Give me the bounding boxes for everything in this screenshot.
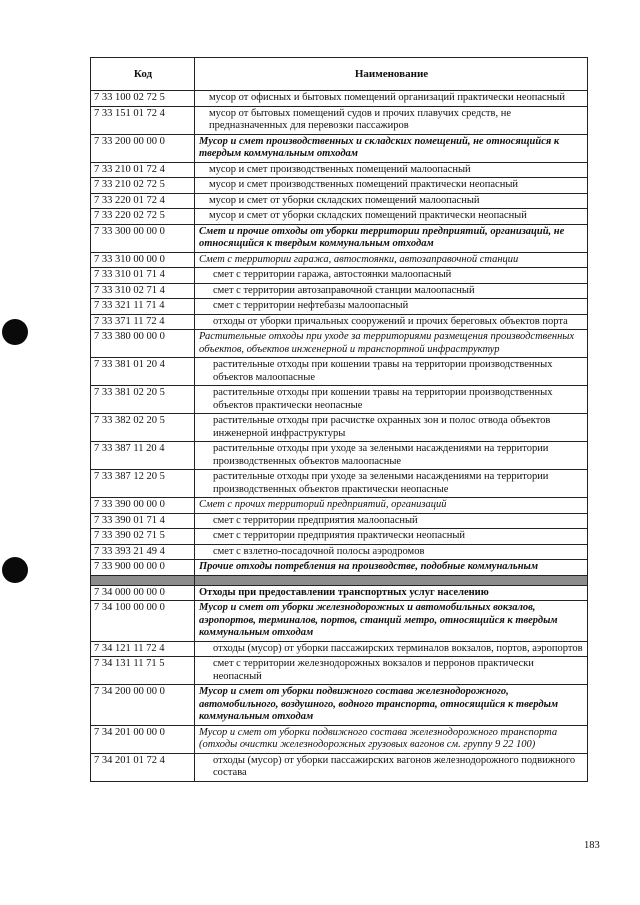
waste-code-cell: 7 33 310 00 00 0 [91, 252, 195, 268]
waste-name-cell: смет с взлетно-посадочной полосы аэродромов [195, 544, 588, 560]
waste-name-cell: смет с территории нефтебазы малоопасный [195, 299, 588, 315]
table-row [91, 601, 588, 642]
punch-hole-mark [2, 557, 28, 583]
waste-code-cell: 7 33 220 01 72 4 [91, 193, 195, 209]
waste-name-cell: Растительные отходы при уходе за территориями размещения производственных объектов, объектов инженерной и транспортной инфраструктур [195, 330, 588, 358]
waste-code-cell: 7 34 000 00 00 0 [91, 585, 195, 601]
waste-code-cell: 7 33 310 02 71 4 [91, 283, 195, 299]
waste-code-cell: 7 34 121 11 72 4 [91, 641, 195, 657]
waste-code-cell: 7 33 900 00 00 0 [91, 560, 195, 576]
waste-code-cell: 7 33 387 12 20 5 [91, 470, 195, 498]
table-row [91, 498, 588, 514]
waste-code-cell: 7 33 210 02 72 5 [91, 178, 195, 194]
table-row [91, 753, 588, 781]
waste-code-cell: 7 34 100 00 00 0 [91, 601, 195, 642]
waste-name-cell: растительные отходы при кошении травы на территории производственных объектов практически неопасные [195, 386, 588, 414]
waste-name-cell: Мусор и смет от уборки железнодорожных и автомобильных вокзалов, аэропортов, терминалов, портов, станций метро, относящийся к твердым коммунальным отходам [195, 601, 588, 642]
waste-name-cell: растительные отходы при расчистке охранных зон и полос отвода объектов инженерной инфраструктуры [195, 414, 588, 442]
table-row [91, 209, 588, 225]
waste-name-cell: растительные отходы при кошении травы на территории производственных объектов малоопасные [195, 358, 588, 386]
waste-name-cell: Смет с территории гаража, автостоянки, автозаправочной станции [195, 252, 588, 268]
waste-code-cell: 7 33 380 00 00 0 [91, 330, 195, 358]
waste-name-cell: Прочие отходы потребления на производстве, подобные коммунальным [195, 560, 588, 576]
table-body [91, 91, 588, 782]
waste-name-cell: отходы (мусор) от уборки пассажирских вагонов железнодорожного подвижного состава [195, 753, 588, 781]
waste-code-cell: 7 34 201 00 00 0 [91, 725, 195, 753]
table-row [91, 224, 588, 252]
waste-code-cell: 7 33 382 02 20 5 [91, 414, 195, 442]
waste-code-cell: 7 33 390 00 00 0 [91, 498, 195, 514]
waste-name-cell: Мусор и смет от уборки подвижного состава железнодорожного транспорта (отходы очистки железнодорожных грузовых вагонов см. группу 9 22 100) [195, 725, 588, 753]
table-row [91, 386, 588, 414]
table-row [91, 529, 588, 545]
waste-code-cell: 7 33 100 02 72 5 [91, 91, 195, 107]
table-row [91, 657, 588, 685]
waste-code-cell: 7 33 220 02 72 5 [91, 209, 195, 225]
table-row [91, 585, 588, 601]
waste-name-cell: смет с территории предприятия малоопасный [195, 513, 588, 529]
table-row [91, 358, 588, 386]
waste-code-cell [91, 575, 195, 585]
waste-name-cell: отходы (мусор) от уборки пассажирских терминалов вокзалов, портов, аэропортов [195, 641, 588, 657]
waste-code-cell: 7 33 310 01 71 4 [91, 268, 195, 284]
waste-name-cell: Мусор и смет производственных и складских помещений, не относящийся к твердым коммунальным отходам [195, 134, 588, 162]
waste-code-cell: 7 33 210 01 72 4 [91, 162, 195, 178]
waste-name-cell: отходы от уборки причальных сооружений и прочих береговых объектов порта [195, 314, 588, 330]
table-row [91, 193, 588, 209]
code-column-header: Код [91, 58, 195, 91]
waste-name-cell: мусор от офисных и бытовых помещений организаций практически неопасный [195, 91, 588, 107]
page-number: 183 [584, 840, 600, 851]
table-row [91, 268, 588, 284]
table-row [91, 162, 588, 178]
name-column-header: Наименование [195, 58, 588, 91]
waste-name-cell: Мусор и смет от уборки подвижного состава железнодорожного, автомобильного, воздушного, водного транспорта, относящийся к твердым коммунальным отходам [195, 685, 588, 726]
table-row [91, 513, 588, 529]
table-row [91, 252, 588, 268]
waste-name-cell: Смет с прочих территорий предприятий, организаций [195, 498, 588, 514]
waste-code-cell: 7 33 390 02 71 5 [91, 529, 195, 545]
waste-name-cell: мусор и смет от уборки складских помещений малоопасный [195, 193, 588, 209]
table-row [91, 685, 588, 726]
table-row [91, 91, 588, 107]
waste-code-cell: 7 34 131 11 71 5 [91, 657, 195, 685]
waste-code-cell: 7 33 381 02 20 5 [91, 386, 195, 414]
waste-name-cell: мусор и смет производственных помещений практически неопасный [195, 178, 588, 194]
table-row [91, 575, 588, 585]
table-row [91, 544, 588, 560]
waste-code-cell: 7 34 200 00 00 0 [91, 685, 195, 726]
table-row [91, 414, 588, 442]
waste-code-cell: 7 34 201 01 72 4 [91, 753, 195, 781]
waste-name-cell: растительные отходы при уходе за зелеными насаждениями на территории производственных объектов малоопасные [195, 442, 588, 470]
waste-name-cell: смет с территории автозаправочной станции малоопасный [195, 283, 588, 299]
table-row [91, 641, 588, 657]
table-row [91, 106, 588, 134]
waste-code-cell: 7 33 321 11 71 4 [91, 299, 195, 315]
waste-code-cell: 7 33 387 11 20 4 [91, 442, 195, 470]
punch-hole-mark [2, 319, 28, 345]
table-header-row [91, 58, 588, 91]
waste-name-cell [195, 575, 588, 585]
waste-code-cell: 7 33 300 00 00 0 [91, 224, 195, 252]
table-row [91, 299, 588, 315]
waste-code-cell: 7 33 381 01 20 4 [91, 358, 195, 386]
table-row [91, 470, 588, 498]
waste-code-cell: 7 33 371 11 72 4 [91, 314, 195, 330]
table-row [91, 283, 588, 299]
waste-name-cell: мусор и смет от уборки складских помещений практически неопасный [195, 209, 588, 225]
waste-name-cell: смет с территории железнодорожных вокзалов и перронов практически неопасный [195, 657, 588, 685]
waste-name-cell: Смет и прочие отходы от уборки территории предприятий, организаций, не относящийся к твердым коммунальным отходам [195, 224, 588, 252]
waste-code-cell: 7 33 200 00 00 0 [91, 134, 195, 162]
table-row [91, 330, 588, 358]
table-row [91, 178, 588, 194]
waste-name-cell: мусор и смет производственных помещений малоопасный [195, 162, 588, 178]
waste-name-cell: смет с территории гаража, автостоянки малоопасный [195, 268, 588, 284]
table-row [91, 134, 588, 162]
table-row [91, 314, 588, 330]
waste-name-cell: мусор от бытовых помещений судов и прочих плавучих средств, не предназначенных для перевозки пассажиров [195, 106, 588, 134]
waste-name-cell: смет с территории предприятия практически неопасный [195, 529, 588, 545]
waste-classification-table [90, 57, 588, 782]
waste-code-cell: 7 33 393 21 49 4 [91, 544, 195, 560]
table-row [91, 725, 588, 753]
table-row [91, 442, 588, 470]
waste-code-cell: 7 33 151 01 72 4 [91, 106, 195, 134]
table-row [91, 560, 588, 576]
waste-code-cell: 7 33 390 01 71 4 [91, 513, 195, 529]
waste-name-cell: Отходы при предоставлении транспортных услуг населению [195, 585, 588, 601]
waste-name-cell: растительные отходы при уходе за зелеными насаждениями на территории производственных объектов практически неопасные [195, 470, 588, 498]
